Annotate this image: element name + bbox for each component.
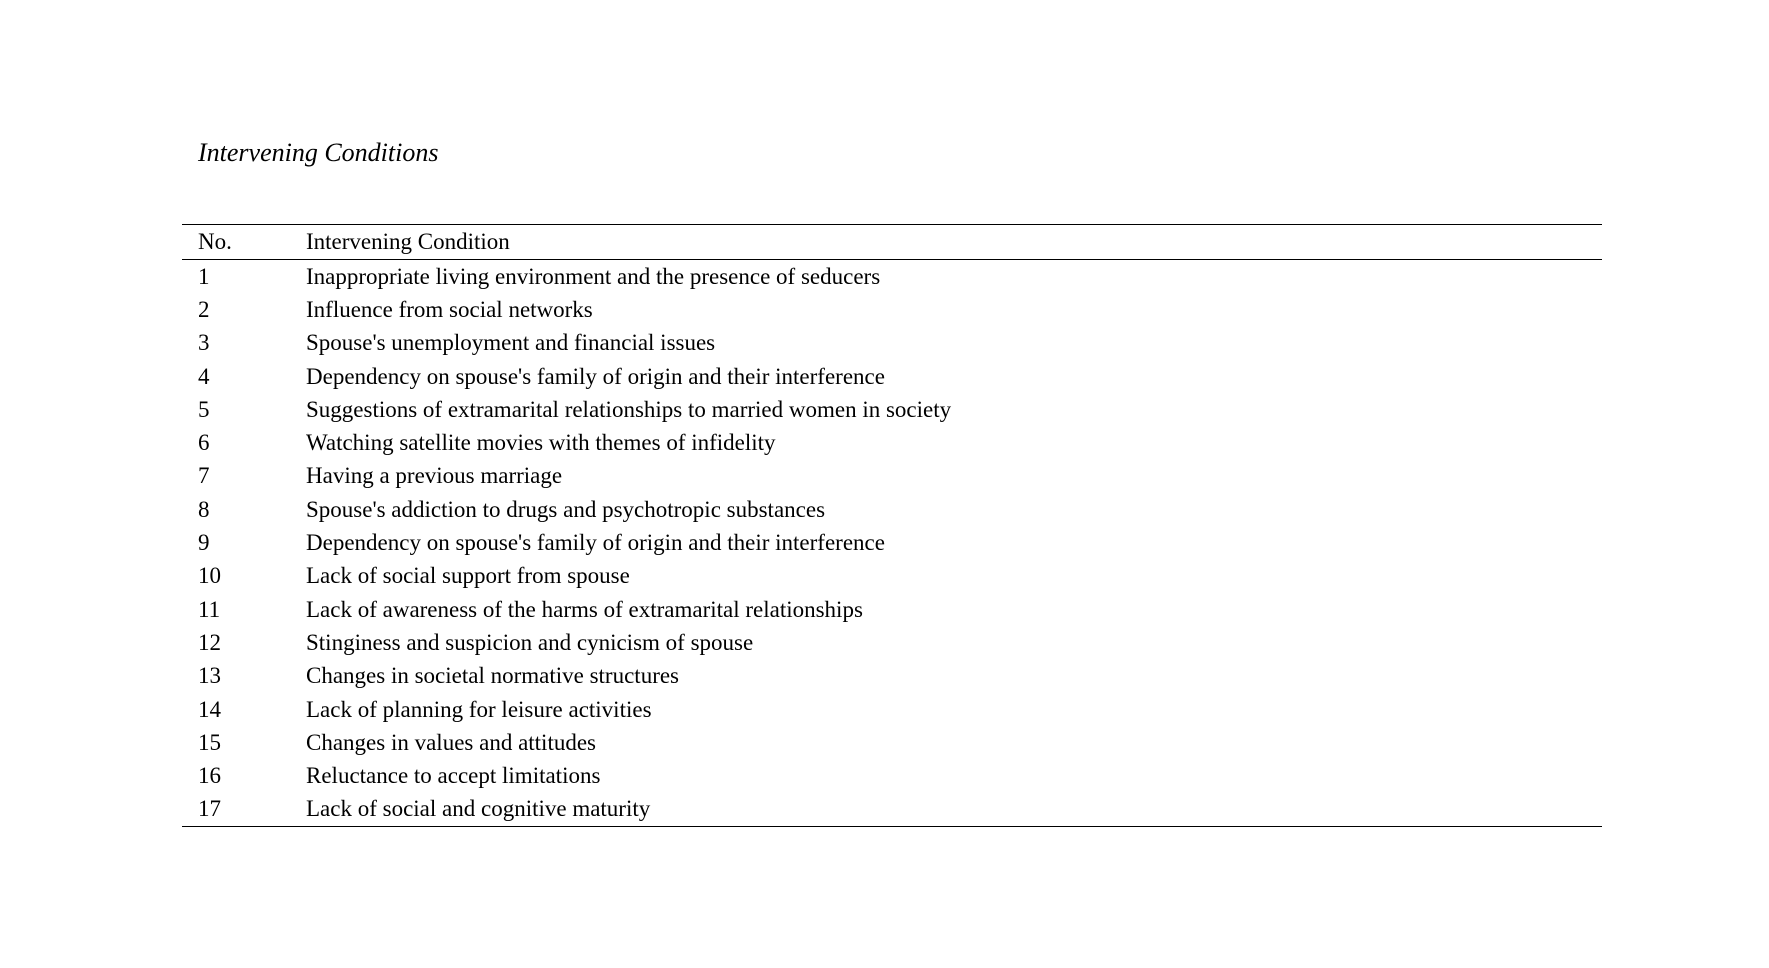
row-number: 4 xyxy=(198,363,210,389)
table-row xyxy=(182,360,1602,393)
table-row xyxy=(182,693,1602,726)
row-number: 15 xyxy=(198,729,221,755)
row-condition: Suggestions of extramarital relationships to married women in society xyxy=(306,396,952,422)
row-number: 6 xyxy=(198,430,210,456)
row-condition: Changes in societal normative structures xyxy=(306,663,680,689)
row-condition: Lack of social and cognitive maturity xyxy=(306,796,651,822)
row-number: 16 xyxy=(198,763,221,789)
table-row xyxy=(182,626,1602,659)
table-row xyxy=(182,759,1602,792)
header-no: No. xyxy=(198,229,232,254)
conditions-table xyxy=(182,224,1602,827)
row-condition: Reluctance to accept limitations xyxy=(306,763,601,789)
row-condition: Lack of awareness of the harms of extramarital relationships xyxy=(306,596,863,622)
row-number: 2 xyxy=(198,296,210,322)
table-row xyxy=(182,426,1602,459)
row-number: 14 xyxy=(198,696,221,722)
table-row xyxy=(182,393,1602,426)
row-number: 17 xyxy=(198,796,221,822)
row-number: 3 xyxy=(198,330,210,356)
row-number: 9 xyxy=(198,530,210,556)
table-row xyxy=(182,660,1602,693)
row-number: 8 xyxy=(198,496,210,522)
row-condition: Stinginess and suspicion and cynicism of spouse xyxy=(306,629,754,655)
table-row xyxy=(182,460,1602,493)
row-number: 1 xyxy=(198,263,210,289)
table-row xyxy=(182,726,1602,759)
table-row xyxy=(182,327,1602,360)
row-condition: Influence from social networks xyxy=(306,296,593,322)
table-row xyxy=(182,260,1602,293)
row-condition: Changes in values and attitudes xyxy=(306,729,596,755)
table-row xyxy=(182,526,1602,559)
table-row xyxy=(182,293,1602,326)
row-condition: Lack of planning for leisure activities xyxy=(306,696,652,722)
row-number: 11 xyxy=(198,596,221,622)
row-condition: Lack of social support from spouse xyxy=(306,563,630,589)
table-header-row xyxy=(182,225,1602,260)
table-row xyxy=(182,593,1602,626)
table-caption: Intervening Conditions xyxy=(198,138,439,167)
row-condition: Spouse's addiction to drugs and psychotropic substances xyxy=(306,496,826,522)
row-number: 10 xyxy=(198,563,221,589)
row-condition: Dependency on spouse's family of origin and their interference xyxy=(306,363,885,389)
table-row xyxy=(182,493,1602,526)
row-number: 5 xyxy=(198,396,210,422)
row-condition: Spouse's unemployment and financial issues xyxy=(306,330,716,356)
table-row xyxy=(182,560,1602,593)
row-condition: Having a previous marriage xyxy=(306,463,563,489)
row-number: 7 xyxy=(198,463,210,489)
header-condition: Intervening Condition xyxy=(306,229,510,254)
row-condition: Dependency on spouse's family of origin and their interference xyxy=(306,530,885,556)
row-number: 13 xyxy=(198,663,221,689)
table-row xyxy=(182,793,1602,826)
row-condition: Inappropriate living environment and the presence of seducers xyxy=(306,263,881,289)
row-condition: Watching satellite movies with themes of infidelity xyxy=(306,430,776,456)
row-number: 12 xyxy=(198,629,221,655)
table-body xyxy=(182,260,1602,826)
